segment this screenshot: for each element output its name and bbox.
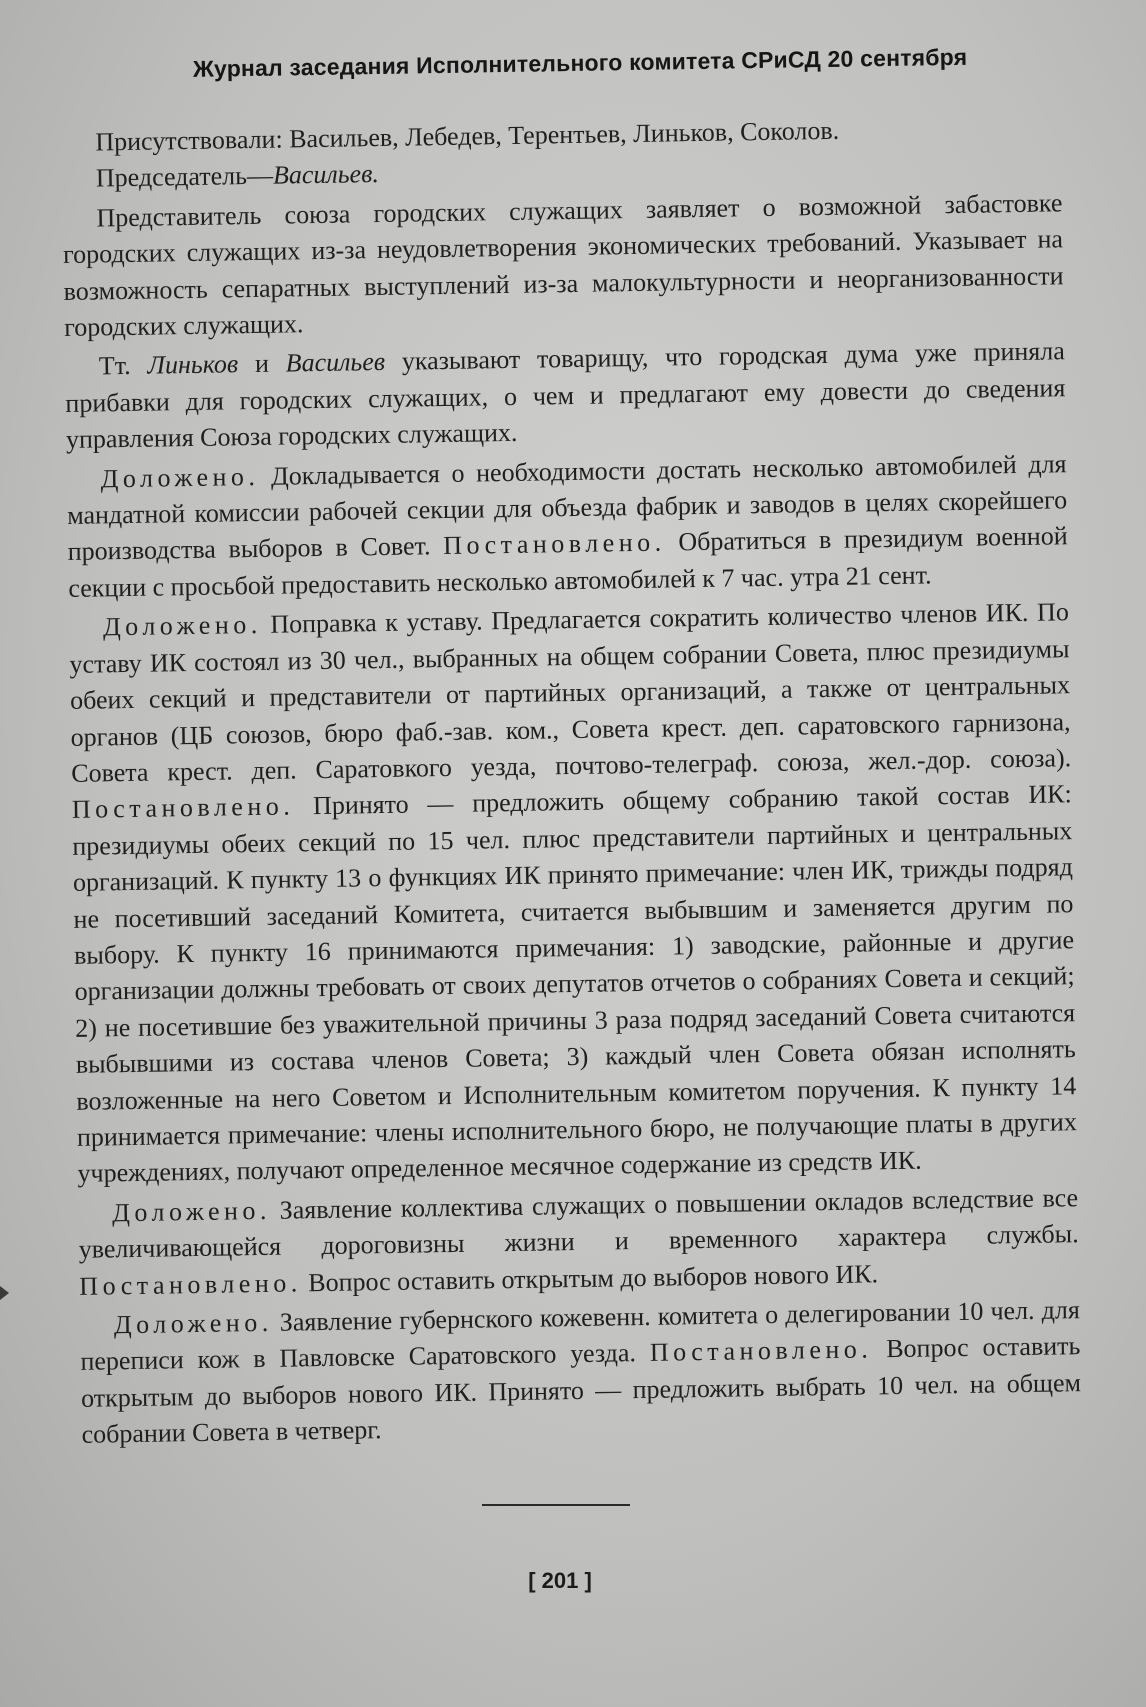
chair-label: Председатель— [95, 161, 274, 193]
reported-text: Поправка к уставу. Предлагается сократить количество членов ИК. По уставу ИК состоял из 30 чел., выбранных на общем собрании Совета, плюс президиумы обеих секций и представители от партийных организаций, а также от центральных органов (ЦБ союзов, бюро фаб.-зав. ком., Совета крест. деп. саратовского гарнизона, Совета крест. деп. Саратовкого уезда, почтово-телеграф. союза, жел.-дор. союза). [69, 597, 1072, 788]
resolved-label: Постановлено. [79, 1267, 302, 1301]
reported-text: Заявление губернского кожевенн. комитета о делегировании 10 чел. для переписи кож в Павловске Саратовского уезда. [80, 1295, 1081, 1377]
chair-name: Васильев. [272, 159, 380, 191]
document-title: Журнал заседания Исполнительного комитета СРиСД 20 сентября [192, 43, 968, 82]
document-body [60, 42, 1082, 1456]
attendance-text: Присутствовали: Васильев, Лебедев, Терентьев, Линьков, Соколов. [95, 115, 840, 157]
paragraph-strike-report: Представитель союза городских служащих заявляет о возможной забастовке городских служащих из-за неудовлетворения экономических требований. Указывает на возможность сепаратных выступлений из-за малокультурности и неорганизованности городских служащих. [62, 188, 1064, 342]
page-number: [ 201 ] [528, 1568, 592, 1593]
comrades-prefix: Тт. [98, 351, 131, 381]
paragraph-rest: указывают товарищу, что городская дума уже приняла прибавки для городских служащих, о чем и предлагают ему довести до сведения управления Союза городских служащих. [65, 336, 1066, 455]
reported-label: Доложено. [113, 1307, 273, 1340]
reported-text: Заявление коллектива служащих о повышении окладов вследствие все увеличивающейся дороговизны жизни и временного характера службы. [78, 1182, 1079, 1265]
name-vasiliev: Васильев [285, 347, 386, 378]
paragraph-wage-increase [65, 334, 1067, 459]
resolved-label: Постановлено. [71, 791, 295, 825]
end-divider [482, 1504, 630, 1506]
reported-text: Докладывается о необходимости достать несколько автомобилей для мандатной комиссии рабочей секции для объезда фабрик и заводов в целях скорейшего производства выборов в Совет. [66, 448, 1068, 567]
resolved-text: Обратиться в президиум военной секции с просьбой предоставить несколько автомобилей к 7 час. утра 21 сент. [68, 521, 1068, 603]
margin-arrow-icon [0, 1286, 9, 1300]
name-linkov: Линьков [147, 349, 239, 381]
conjunction: и [254, 349, 270, 379]
resolved-text: Вопрос оставить открытым до выборов нового ИК. [308, 1258, 879, 1297]
resolved-label: Постановлено. [442, 528, 666, 561]
resolved-text: Вопрос оставить открытым до выборов нового ИК. Принято — предложить выбрать 10 чел. на общем собрании Совета в четверг. [80, 1331, 1082, 1450]
resolved-text: Принято — предложить общему собранию такой состав ИК: президиумы обеих секций по 15 чел. плюс представители партийных и центральных организаций. К пункту 13 о функциях ИК принято примечание: член ИК, трижды подряд не посетивший заседаний Комитета, считается выбывшим и заменяется другим по выбору. К пункту 16 принимаются примечания: 1) заводские, районные и другие организации должны требовать от своих депутатов отчетов о собраниях Совета и секций; 2) не посетившие без уважительной причины 3 раза подряд заседаний Совета считаются выбывшими из состава членов Совета; 3) каждый член Совета обязан исполнять возложенные на него Советом и Исполнительным комитетом поручения. К пункту 14 принимается примечание: члены исполнительного бюро, не получающие платы в других учреждениях, получают определенное месячное содержание из средств ИК. [72, 779, 1078, 1189]
reported-label: Доложено. [111, 1195, 272, 1228]
resolved-label: Постановлено. [649, 1334, 873, 1368]
reported-label: Доложено. [102, 610, 262, 642]
reported-label: Доложено. [100, 461, 260, 494]
paragraph-leather-census [80, 1292, 1082, 1453]
paragraph-automobiles [66, 446, 1068, 607]
paragraph-charter-amendment [69, 595, 1078, 1193]
paragraph-salary-request [78, 1180, 1080, 1305]
